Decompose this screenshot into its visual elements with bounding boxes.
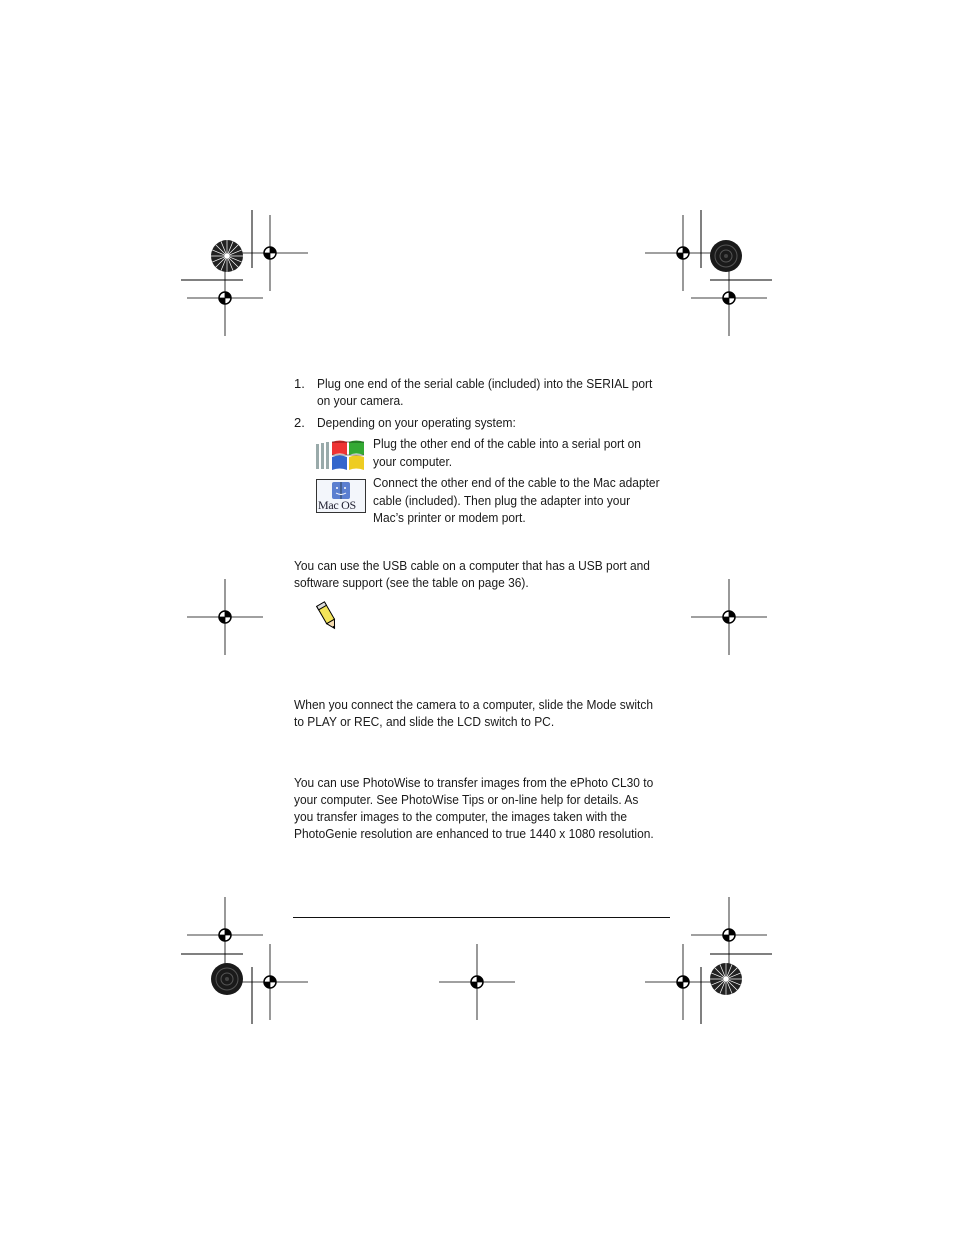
mac-os-logo-text: Mac OS [318,498,356,512]
mac-instruction: cable (included). Then plug the adapter into your [373,493,631,508]
windows-instruction: your computer. [373,454,453,469]
windows-logo-icon [316,438,366,474]
mac-os-logo-icon [316,479,366,513]
pencil-note-icon [315,600,341,632]
photowise-paragraph: your computer. See PhotoWise Tips or on-line help for details. As [294,792,639,807]
photowise-paragraph: PhotoGenie resolution are enhanced to true 1440 x 1080 resolution. [294,826,654,841]
mode-switch-paragraph: to PLAY or REC, and slide the LCD switch to PC. [294,714,555,729]
footer-rule [293,917,670,918]
mode-switch-paragraph: When you connect the camera to a computer, slide the Mode switch [294,697,653,712]
step-text: on your camera. [317,393,404,408]
mac-instruction: Mac’s printer or modem port. [373,510,526,525]
windows-instruction: Plug the other end of the cable into a serial port on [373,436,641,451]
step-text: Depending on your operating system: [317,415,516,430]
usb-paragraph: software support (see the table on page 36). [294,575,529,590]
usb-paragraph: You can use the USB cable on a computer that has a USB port and [294,558,650,573]
mac-instruction: Connect the other end of the cable to the Mac adapter [373,475,660,490]
step-number: 1. [294,376,305,391]
step-number: 2. [294,415,305,430]
photowise-paragraph: you transfer images to the computer, the images taken with the [294,809,628,824]
photowise-paragraph: You can use PhotoWise to transfer images from the ePhoto CL30 to [294,775,654,790]
step-text: Plug one end of the serial cable (included) into the SERIAL port [317,376,653,391]
